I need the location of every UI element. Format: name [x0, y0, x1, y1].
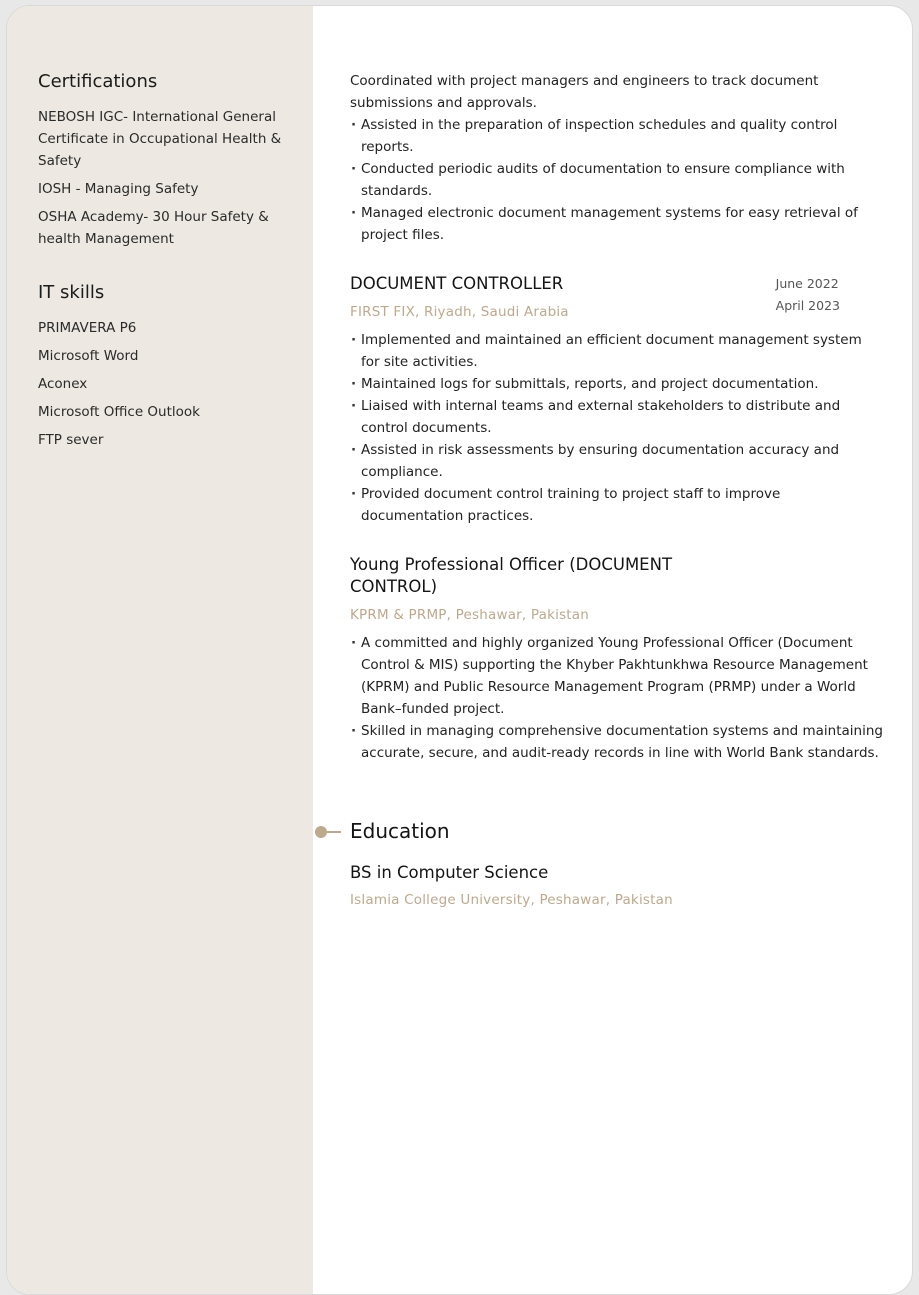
bullet-item: · Provided document control training to project staff to improve documentation practices.: [350, 483, 880, 527]
education-degree: BS in Computer Science: [350, 863, 549, 882]
job-title: DOCUMENT CONTROLLER: [350, 274, 564, 293]
bullet-item: · Liaised with internal teams and external stakeholders to distribute and control documents.: [350, 395, 880, 439]
bullet-item: · Managed electronic document management systems for easy retrieval of project files.: [350, 202, 880, 246]
job-title: Young Professional Officer (DOCUMENT CONTROL): [350, 555, 673, 596]
education-heading: Education: [350, 819, 450, 843]
continued-job-block: [350, 70, 880, 246]
continued-intro: Coordinated with project managers and engineers to track document submissions and approvals.: [350, 73, 819, 111]
bullet-item: · Maintained logs for submittals, reports, and project documentation.: [350, 373, 880, 395]
skill-item: Microsoft Office Outlook: [38, 404, 200, 420]
it-skills-section: [38, 281, 293, 457]
education-school: Islamia College University, Peshawar, Pakistan: [350, 892, 673, 908]
skill-item: Microsoft Word: [38, 348, 139, 364]
job-start-date: June 2022: [775, 276, 839, 291]
job-entry: [350, 554, 890, 764]
job-bullets: [350, 632, 885, 764]
bullet-item: · Assisted in risk assessments by ensuring documentation accuracy and compliance.: [350, 439, 880, 483]
certification-item: OSHA Academy- 30 Hour Safety & health Management: [38, 209, 269, 247]
certification-item: IOSH - Managing Safety: [38, 181, 199, 197]
certifications-section: [38, 70, 293, 256]
job-company: FIRST FIX, Riyadh, Saudi Arabia: [350, 304, 569, 320]
education-section: [350, 818, 890, 911]
sidebar: [7, 6, 313, 1294]
bullet-item: · Skilled in managing comprehensive documentation systems and maintaining accurate, secure, and audit-ready records in line with World Bank standards.: [350, 720, 885, 764]
job-company: KPRM & PRMP, Peshawar, Pakistan: [350, 607, 590, 623]
skill-item: PRIMAVERA P6: [38, 320, 137, 336]
job-end-date: April 2023: [775, 298, 840, 313]
bullet-item: · Implemented and maintained an efficient document management system for site activities.: [350, 329, 880, 373]
it-skills-heading: IT skills: [38, 282, 105, 303]
bullet-item: · A committed and highly organized Young Professional Officer (Document Control & MIS) supporting the Khyber Pakhtunkhwa Resource Management (KPRM) and Public Resource Management Program (PRMP) under a World Bank–funded project.: [350, 632, 885, 720]
continued-bullets: [350, 114, 880, 246]
bullet-item: · Conducted periodic audits of documentation to ensure compliance with standards.: [350, 158, 880, 202]
certifications-heading: Certifications: [38, 71, 158, 92]
bullet-item: · Assisted in the preparation of inspection schedules and quality control reports.: [350, 114, 880, 158]
resume-page: [6, 5, 913, 1295]
timeline-line: [325, 831, 341, 833]
job-entry: [350, 273, 890, 527]
job-dates: [776, 273, 840, 317]
skill-item: Aconex: [38, 376, 88, 392]
certification-item: NEBOSH IGC- International General Certificate in Occupational Health & Safety: [38, 109, 282, 169]
job-bullets: [350, 329, 880, 527]
skill-item: FTP sever: [38, 432, 104, 448]
